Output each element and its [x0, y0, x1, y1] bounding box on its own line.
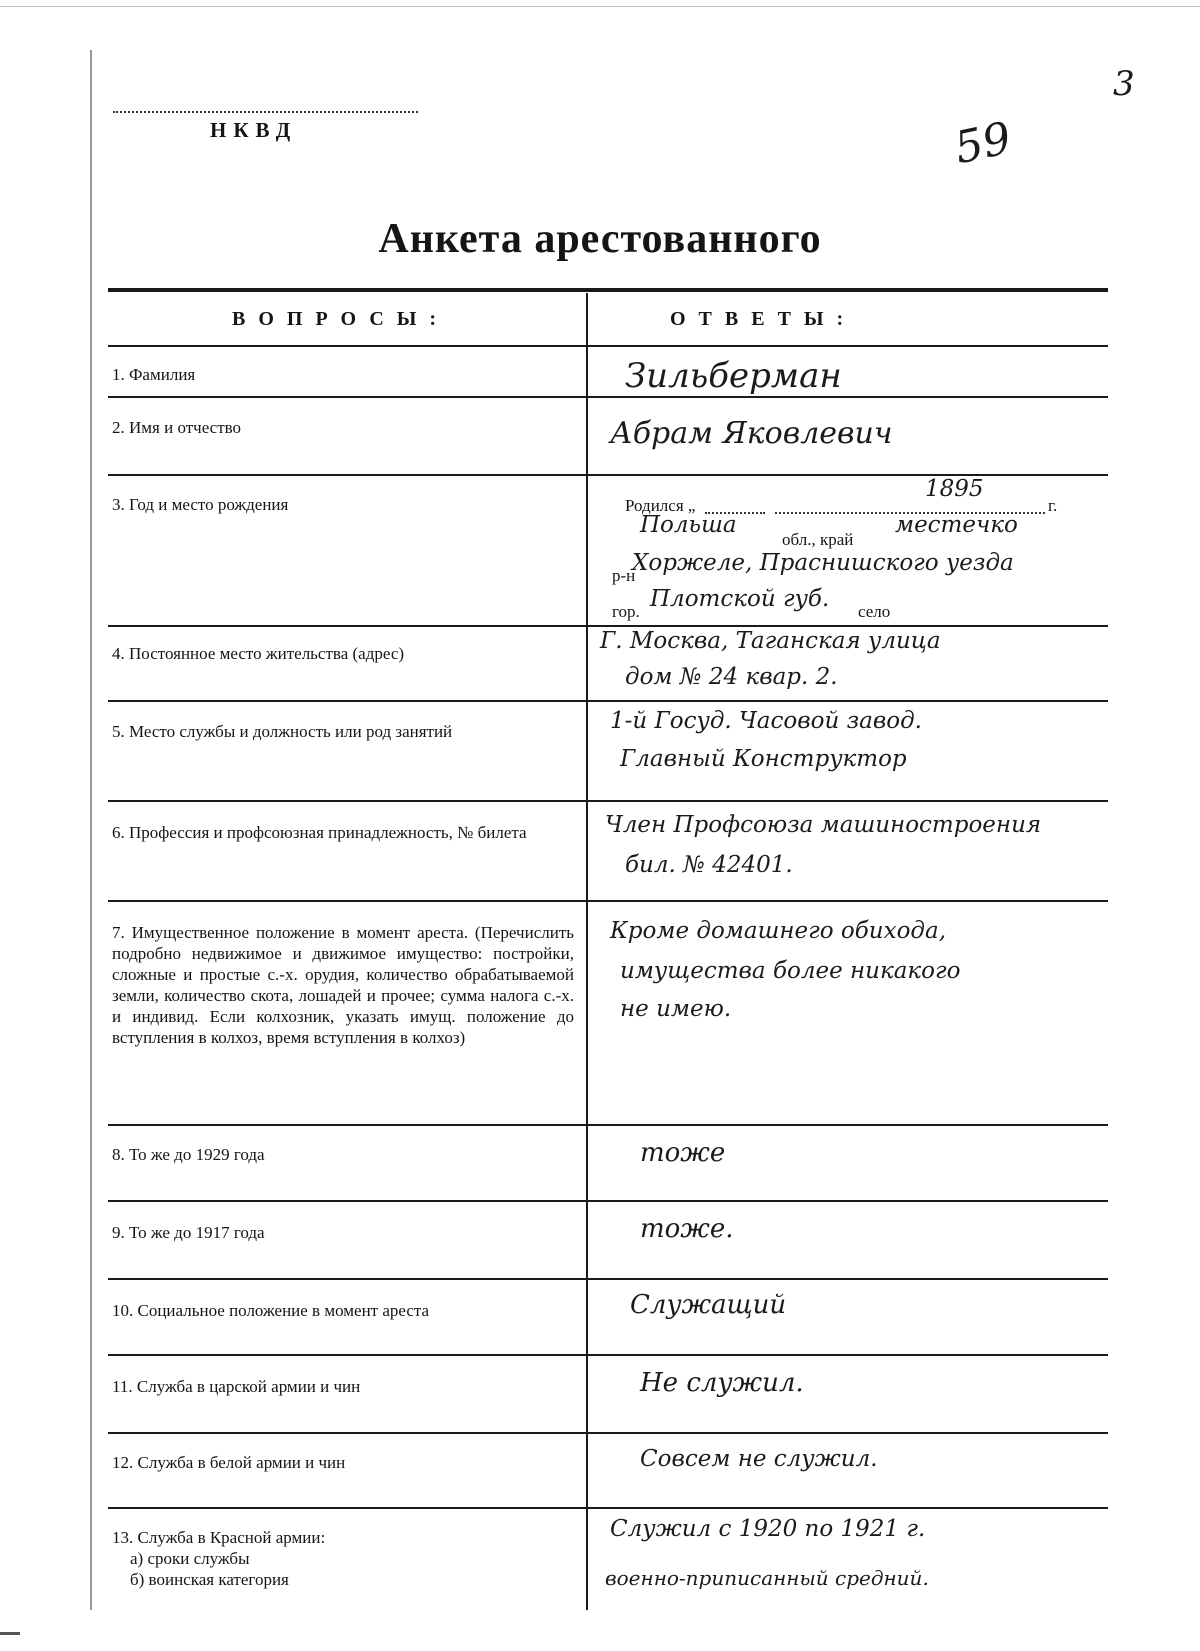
answers-header: ОТВЕТЫ:	[670, 308, 857, 330]
page-edge	[0, 6, 1200, 7]
form-title: Анкета арестованного	[378, 216, 822, 262]
row-divider	[108, 1200, 1108, 1202]
answer-profession-line-2: бил. № 42401.	[625, 852, 793, 878]
answer-workplace-line-2: Главный Конструктор	[620, 746, 907, 772]
row-divider	[108, 1124, 1108, 1126]
page-margin-line	[90, 50, 92, 1610]
question-before-1917: 9. То же до 1917 года	[112, 1223, 265, 1242]
sheet-number: 59	[950, 112, 1016, 175]
question-red-army: 13. Служба в Красной армии:	[112, 1528, 326, 1547]
answer-before-1917: тоже.	[640, 1214, 734, 1244]
scan-mark	[0, 1632, 20, 1635]
row-divider	[108, 396, 1108, 398]
question-red-army-category: б) воинская категория	[130, 1570, 289, 1589]
question-tsarist-army: 11. Служба в царской армии и чин	[112, 1377, 361, 1396]
agency-name: НКВД	[210, 118, 298, 142]
answer-profession-line-1: Член Профсоюза машиностроения	[605, 812, 1042, 838]
question-social-status: 10. Социальное положение в момент ареста	[112, 1301, 430, 1320]
born-label: Родился „	[625, 496, 696, 515]
answer-property-line-2: имущества более никакого	[620, 958, 961, 984]
row-divider	[108, 900, 1108, 902]
city-label: гор.	[612, 602, 640, 621]
answer-property-line-1: Кроме домашнего обихода,	[610, 918, 947, 944]
answer-red-army-category: военно-приписанный средний.	[605, 1566, 929, 1590]
row-divider	[108, 1507, 1108, 1509]
question-birth: 3. Год и место рождения	[112, 495, 289, 514]
row-divider	[108, 1354, 1108, 1356]
table-top-rule	[108, 288, 1108, 292]
answer-birth-town: Хоржеле, Праснишского уезда	[632, 550, 1014, 576]
question-red-army-term: а) сроки службы	[130, 1549, 250, 1568]
column-divider	[586, 293, 588, 1610]
answer-before-1929: тоже	[640, 1138, 726, 1168]
year-suffix: г.	[1048, 496, 1058, 515]
answer-property-line-3: не имею.	[620, 996, 732, 1022]
question-name-patronymic: 2. Имя и отчество	[112, 418, 242, 437]
agency-dotted-line	[113, 111, 418, 113]
archive-number: 3	[1113, 64, 1135, 104]
question-workplace: 5. Место службы и должность или род занятий	[112, 722, 453, 741]
questions-header: ВОПРОСЫ:	[232, 308, 450, 330]
question-profession: 6. Профессия и профсоюзная принадлежность, № билета	[112, 823, 527, 842]
answer-name-patronymic: Абрам Яковлевич	[610, 416, 893, 451]
question-residence: 4. Постоянное место жительства (адрес)	[112, 644, 405, 663]
answer-social-status: Служащий	[630, 1290, 787, 1320]
answer-birth-country: Польша	[640, 512, 737, 538]
answer-surname: Зильберман	[625, 356, 842, 396]
village-label: село	[858, 602, 891, 621]
answer-workplace-line-1: 1-й Госуд. Часовой завод.	[610, 708, 922, 734]
answer-birth-year: 1895	[925, 476, 984, 502]
answer-birth-province: Плотской губ.	[650, 586, 830, 612]
answer-birth-settlement-type: местечко	[895, 512, 1018, 538]
row-divider	[108, 625, 1108, 627]
question-surname: 1. Фамилия	[112, 365, 196, 384]
answer-white-army: Совсем не служил.	[640, 1446, 878, 1472]
answer-tsarist-army: Не служил.	[640, 1368, 804, 1398]
answer-residence-line-1: Г. Москва, Таганская улица	[600, 628, 941, 654]
row-divider	[108, 1278, 1108, 1280]
oblast-label: обл., край	[782, 530, 854, 549]
answer-residence-line-2: дом № 24 квар. 2.	[625, 664, 838, 690]
row-divider	[108, 1432, 1108, 1434]
row-divider	[108, 700, 1108, 702]
question-property: 7. Имущественное положение в момент ареста. (Перечислить подробно недвижимое и движимое имущество: постройки, сложные и простые с.-х. орудия, количество обрабатываемой земли, количество скота, лошадей и прочее; сумма налога с.-х. и индивид. Если колхозник, указать имущ. положение до вступления в колхоз, время вступления в колхоз)	[112, 923, 574, 1047]
raion-label: р-н	[612, 566, 636, 585]
answer-red-army-term: Служил с 1920 по 1921 г.	[610, 1516, 926, 1542]
question-white-army: 12. Служба в белой армии и чин	[112, 1453, 346, 1472]
header-rule	[108, 345, 1108, 347]
row-divider	[108, 800, 1108, 802]
question-before-1929: 8. То же до 1929 года	[112, 1145, 265, 1164]
